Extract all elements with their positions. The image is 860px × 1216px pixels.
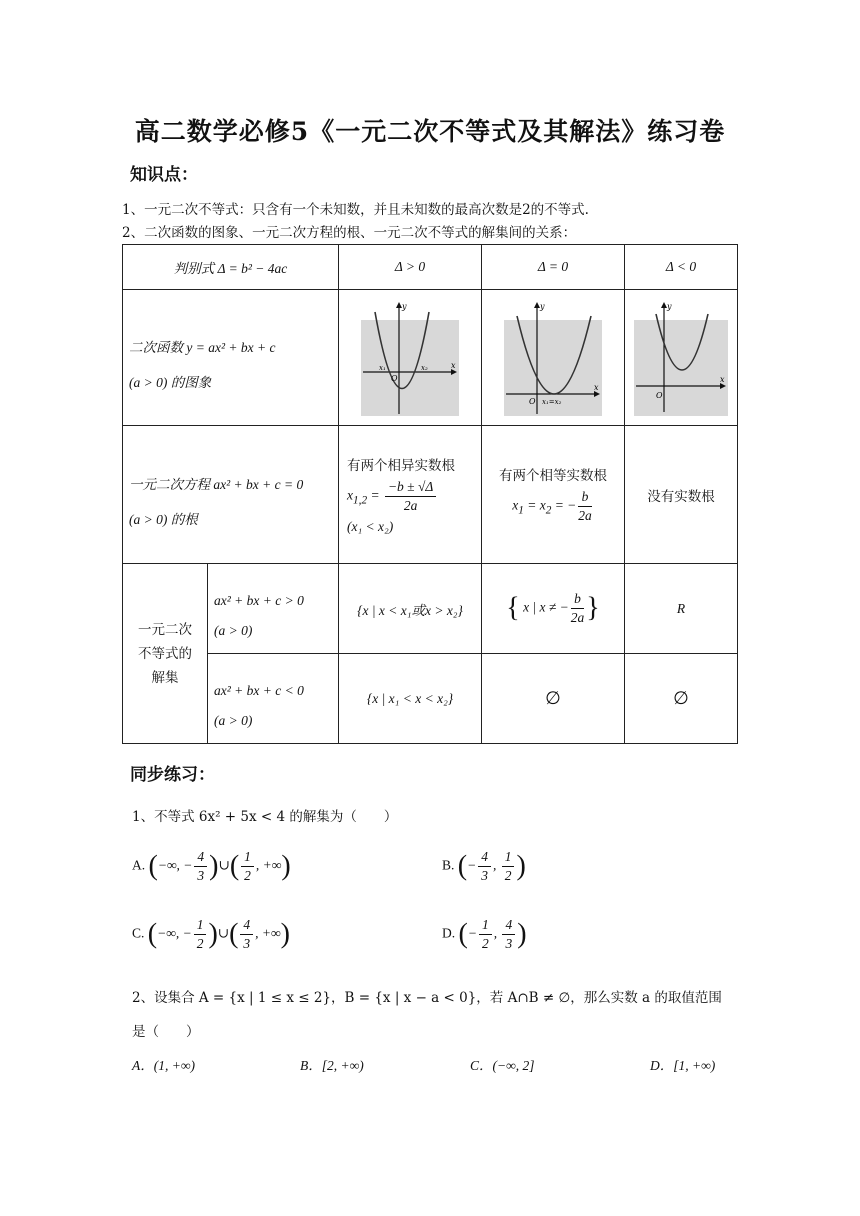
point-1: 1、一元二次不等式：只含有一个未知数，并且未知数的最高次数是2的不等式. [122, 202, 589, 218]
ineq-less: ax² + bx + c < 0 (a > 0) [208, 654, 339, 744]
question-2-stem: 2、设集合 A = {x | 1 ≤ x ≤ 2}，B = {x | x − a < 0}，若 A∩B ≠ ∅，那么实数 a 的取值范围 [132, 990, 722, 1006]
svg-text:y: y [540, 301, 545, 311]
roots-formula: $x_{1,2}$ = $\frac{-b \pm √\Delta}{2a}$ [347, 478, 473, 515]
svg-text:O: O [391, 373, 398, 383]
parabola-one-root-graph [504, 300, 602, 416]
header-delta-positive: Δ > 0 [339, 245, 482, 290]
roots-equal-formula: $x_1 = x_2$ = − $\frac{b}{2a}$ [512, 489, 592, 523]
q1-option-c: C. (−∞, − $\frac{1}{2}$ )∪( $\frac{4}{3}$ , +∞) [132, 917, 290, 951]
solution-less-one-root: ∅ [482, 654, 625, 744]
parabola-no-root-graph [634, 300, 728, 416]
parabola-two-roots-graph [361, 300, 459, 416]
row-graph-label: 二次函数 y = ax² + bx + c (a > 0) 的图象 [123, 290, 339, 426]
svg-text:x₁: x₁ [379, 363, 386, 372]
roots-distinct-text: 有两个相异实数根 [347, 458, 455, 474]
header-discriminant: 判别式 Δ = b² − 4ac [123, 245, 339, 290]
q1-option-d: D. (− $\frac{1}{2}$ , $\frac{4}{3}$ ) [442, 917, 527, 951]
q2-option-c: C．(−∞, 2] [470, 1058, 535, 1073]
header-delta-negative: Δ < 0 [625, 245, 738, 290]
graph-no-root [625, 290, 738, 426]
ineq-greater: ax² + bx + c > 0 (a > 0) [208, 564, 339, 654]
svg-text:x₂: x₂ [421, 363, 428, 372]
roots-distinct [339, 426, 482, 564]
roots-none: 没有实数根 [625, 426, 738, 564]
solution-greater-two-roots: {x | x < x₁或x > x₂} [339, 564, 482, 654]
solution-greater-one-root: { x | x ≠ − $\frac{b}{2a}$ } [482, 564, 625, 654]
row-solution-label: 一元二次不等式的解集 [123, 564, 208, 744]
svg-text:O: O [656, 390, 663, 400]
header-delta-zero: Δ = 0 [482, 245, 625, 290]
svg-text:y: y [667, 301, 672, 311]
q1-option-a: A. (−∞, − $\frac{4}{3}$ )∪( $\frac{1}{2}$ , +∞) [132, 849, 291, 883]
solution-greater-no-root: R [625, 564, 738, 654]
svg-text:x₁=x₂: x₁=x₂ [542, 397, 562, 406]
solution-less-no-root: ∅ [625, 654, 738, 744]
roots-order: (x₁ < x₂) [347, 519, 394, 534]
q2-option-b: B．[2, +∞) [300, 1058, 364, 1073]
question-1-stem: 1、不等式 6x² + 5x < 4 的解集为（ ） [132, 809, 398, 825]
solution-less-two-roots: {x | x₁ < x < x₂} [339, 654, 482, 744]
section-heading-practice: 同步练习： [130, 765, 215, 785]
svg-text:x: x [451, 360, 456, 370]
svg-text:y: y [402, 301, 407, 311]
roots-equal [482, 426, 625, 564]
question-2-stem-cont: 是（ ） [132, 1024, 200, 1040]
svg-text:x: x [594, 382, 599, 392]
q2-option-d: D．[1, +∞) [650, 1058, 716, 1073]
section-heading-knowledge: 知识点： [130, 165, 198, 185]
roots-equal-text: 有两个相等实数根 [499, 468, 607, 484]
page-title: 高二数学必修5《一元二次不等式及其解法》练习卷 [134, 117, 726, 146]
point-2: 2、二次函数的图象、一元二次方程的根、一元二次不等式的解集间的关系： [122, 225, 577, 241]
svg-text:x: x [720, 374, 725, 384]
q1-option-b: B. (− $\frac{4}{3}$ , $\frac{1}{2}$ ) [442, 849, 526, 883]
q2-option-a: A．(1, +∞) [132, 1058, 195, 1073]
graph-one-root [482, 290, 625, 426]
graph-two-roots [339, 290, 482, 426]
row-roots-label: 一元二次方程 ax² + bx + c = 0 (a > 0) 的根 [123, 426, 339, 564]
relation-table [122, 244, 738, 744]
svg-text:O: O [529, 396, 536, 406]
